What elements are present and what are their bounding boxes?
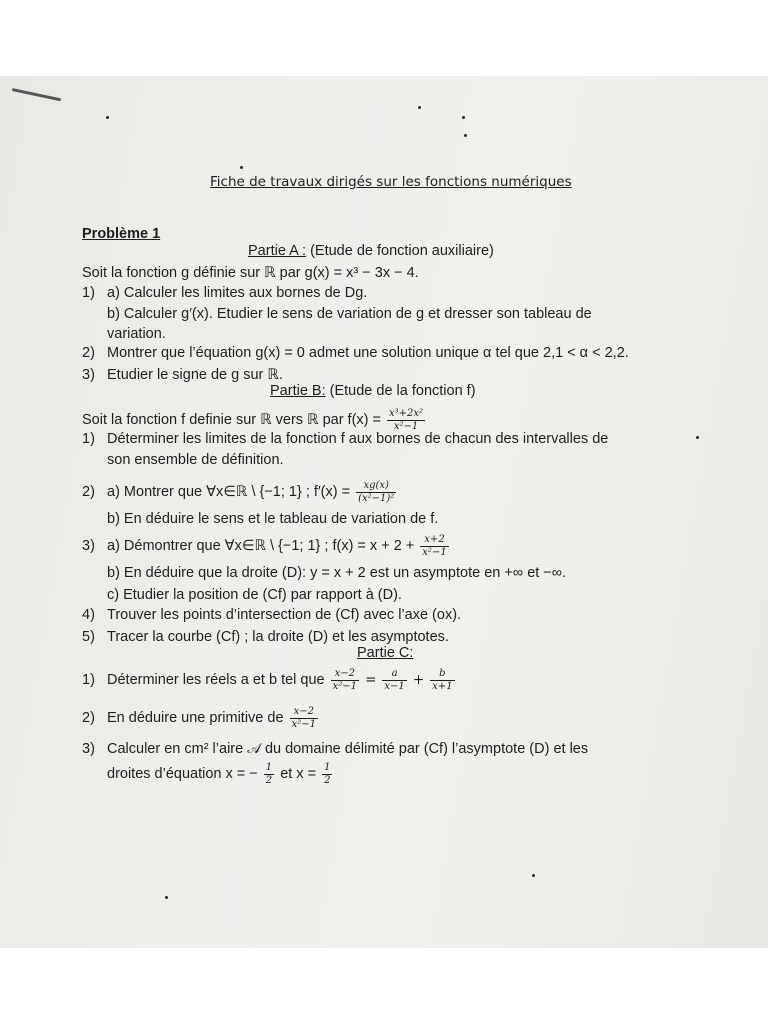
fraction: $\frac{x-2}{\text{x²−1}}$	[291, 705, 316, 730]
fraction: $\frac{x+2}{\text{x²−1}}$	[422, 533, 447, 558]
part-a-heading	[248, 242, 494, 260]
list-item: 3) a) Démontrer que ∀x∈ℝ \ {−1; 1} ; f(x) = x + 2 + $\frac{x+2}{\text{x²−1}}$	[82, 533, 447, 558]
page-title: Fiche de travaux dirigés sur les fonctions numériques	[210, 174, 572, 190]
list-item: 1) a) Calculer les limites aux bornes de Dg.	[82, 285, 368, 301]
speck	[464, 134, 467, 137]
part-c-title: Partie C:	[357, 645, 414, 661]
speck	[696, 436, 699, 439]
list-item: 4) Trouver les points d’intersection de (Cf) avec l’axe (ox).	[82, 607, 462, 623]
part-b-heading	[270, 382, 476, 400]
problem-heading: Problème 1	[82, 226, 161, 242]
list-item: 2) En déduire une primitive de $\frac{x-2}{\text{x²−1}}$	[82, 705, 316, 730]
list-item: 5) Tracer la courbe (Cf) ; la droite (D) et les asymptotes.	[82, 629, 449, 645]
fraction: $\frac{x-2}{\text{x²−1}}$	[332, 667, 358, 692]
list-item: 2) a) Montrer que ∀x∈ℝ \ {−1; 1} ; f′(x) = $\frac{xg(x)}{\text{(x²−1)²}}$	[82, 479, 395, 504]
list-item: 2) Montrer que l’équation g(x) = 0 admet une solution unique α tel que 2,1 < α < 2,2.	[82, 345, 629, 361]
part-a-intro: Soit la fonction g définie sur ℝ par g(x) = x³ − 3x − 4.	[82, 265, 419, 281]
speck	[418, 106, 421, 109]
speck	[240, 166, 243, 169]
speck	[532, 874, 535, 877]
fraction: $\frac{a}{x-1}$	[384, 667, 405, 692]
part-b-title: Partie B:	[270, 383, 326, 399]
fraction: $\frac{\text{x³+2x²}}{\text{x²−1}}$	[389, 407, 424, 432]
part-a-title: Partie A :	[248, 243, 307, 259]
fraction: $\frac{xg(x)}{\text{(x²−1)²}}$	[358, 479, 395, 504]
list-item: 1) Déterminer les réels a et b tel que $\frac{x-2}{\text{x²−1}}$ = $\frac{a}{x-1}$ + $\frac{b}{x+1}$	[82, 667, 453, 692]
list-item: b) En déduire que la droite (D): y = x + 2 est un asymptote en +∞ et −∞.	[107, 565, 567, 581]
list-item: variation.	[107, 326, 166, 342]
list-item: 3) Etudier le signe de g sur ℝ.	[82, 367, 283, 383]
pen-mark	[12, 88, 62, 101]
list-item: son ensemble de définition.	[107, 452, 284, 468]
part-b-intro: Soit la fonction f definie sur ℝ vers ℝ par f(x) = $\frac{\text{x³+2x²}}{\text{x²−1}}$	[82, 407, 424, 432]
list-item: 1) Déterminer les limites de la fonction f aux bornes de chacun des intervalles de	[82, 431, 609, 447]
speck	[165, 896, 168, 899]
speck	[106, 116, 109, 119]
list-item: b) Calculer g′(x). Etudier le sens de variation de g et dresser son tableau de	[107, 306, 592, 322]
list-item: 3) Calculer en cm² l’aire 𝒜 du domaine délimité par (Cf) l’asymptote (D) et les	[82, 741, 589, 757]
list-item: b) En déduire le sens et le tableau de variation de f.	[107, 511, 439, 527]
fraction: $\frac{1}{2}$	[265, 761, 273, 786]
part-a-subtitle: (Etude de fonction auxiliaire)	[310, 243, 494, 259]
speck	[462, 116, 465, 119]
fraction: $\frac{b}{x+1}$	[432, 667, 453, 692]
list-item: droites d’équation x = − $\frac{1}{2}$ et x = $\frac{1}{2}$	[107, 761, 331, 786]
paper-sheet	[0, 76, 768, 948]
fraction: $\frac{1}{2}$	[324, 761, 331, 786]
part-b-subtitle: (Etude de la fonction f)	[329, 383, 476, 399]
list-item: c) Etudier la position de (Cf) par rapport à (D).	[107, 587, 402, 603]
